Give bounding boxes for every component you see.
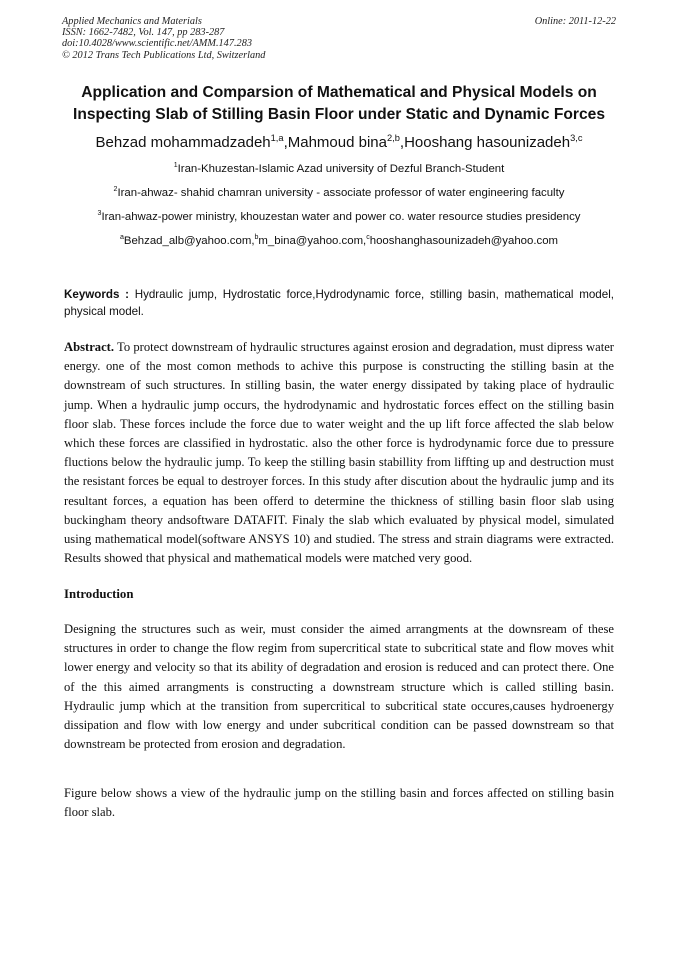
affiliation-text: Iran-ahwaz-power ministry, khouzestan water and power co. water resource studies presidency [101,211,581,223]
online-date: Online: 2011-12-22 [534,16,616,27]
author-list [40,133,638,153]
affiliation-text: Iran-ahwaz- shahid chamran university - associate professor of water engineering faculty [117,187,565,199]
email-superscript: a [119,234,124,242]
keywords-text: Hydraulic jump, Hydrostatic force,Hydrodynamic force, stilling basin, mathematical model, physical model. [64,288,614,318]
introduction-paragraph-2: Figure below shows a view of the hydraulic jump on the stilling basin and forces affected on stilling basin floor slab. [64,786,614,820]
journal-copyright: © 2012 Trans Tech Publications Ltd, Switzerland [62,49,266,61]
affiliation-superscript: 3 [97,210,102,218]
keywords-paragraph [64,286,614,320]
keywords-label: Keywords : [64,288,129,301]
email-link[interactable]: hooshanghasounizadeh@yahoo.com [369,235,559,247]
author-name: Mahmoud bina [287,134,387,151]
journal-doi: doi:10.4028/www.scientific.net/AMM.147.283 [62,38,252,50]
email-link[interactable]: Behzad_alb@yahoo.com, [123,235,255,247]
affiliation-1 [30,162,648,176]
email-superscript: b [254,234,259,242]
abstract-text: To protect downstream of hydraulic structures against erosion and degradation, must dipress water energy. one of the most comon methods to achive this purpose is constructing the stilling basin at the downstream of such structures. In stilling basin, the water energy dissipated by taking place of hydraulic jump. When a hydraulic jump occurs, the hydrodynamic and hydrostatic forces effect on the stilling basin floor slab. These forces include the force due to water weight and the up lift force affected the slab below which these forces are classified in hydrostatic. also the other force is hydrodynamic force due to pressure fluctions below the hydraulic jump. To keep the stilling basin stabillity from liffting up and destruction must the resistant forces be equal to destroyer forces. In this study after discution about the hydraulic jump and its resultant forces, a equation has been offerd to determine the thickness of stilling basin floor slab using buckingham theory andsoftware DATAFIT. Finaly the slab which evaluated by physical model, simulated using mathematical model(software ANSYS 10) and studied. The stress and strain diagrams were extracted. Results showed that physical and mathematical models were matched very good. [64,340,614,566]
affiliation-text: Iran-Khuzestan-Islamic Azad university of Dezful Branch-Student [177,163,505,175]
affiliation-3 [30,210,648,224]
affiliation-2 [30,186,648,200]
author-superscript: 3,c [570,133,583,143]
author-superscript: 2,b [386,133,400,143]
author-separator: , [283,134,288,151]
abstract-label: Abstract. [64,340,115,354]
author-superscript: 1,a [270,133,284,143]
email-superscript: c [366,234,370,242]
introduction-paragraph-1: Designing the structures such as weir, must consider the aimed arrangments at the downsream of these structures in order to change the flow regim from supercritical state to subcritical state and flow moves whit lower energy and velocity so that its ability of degradation and erosion is reduced and can protect there. One of the this aimed arrangments is constructing a downstream structure which is called stilling basin. Hydraulic jump which at the transition from supercritical to subcritical state occures,causes hydroenergy dissipation and flow with low energy and under subcritical condition can be passed downstream so that downstream be protected from erosion and degradation. [64,622,614,752]
section-heading-introduction: Introduction [64,587,134,601]
journal-issn: ISSN: 1662-7482, Vol. 147, pp 283-287 [62,27,225,39]
author-separator: , [399,134,405,151]
affiliation-superscript: 2 [113,186,118,194]
affiliation-superscript: 1 [173,162,178,170]
title-line-2: Inspecting Slab of Stilling Basin Floor under Static and Dynamic Forces [72,106,605,123]
journal-header [62,16,616,61]
author-emails [30,234,648,248]
title-line-1: Application and Comparsion of Mathematical and Physical Models on [81,84,597,101]
journal-name: Applied Mechanics and Materials [62,16,202,27]
author-name: Hooshang hasounizadeh [404,134,571,151]
author-name: Behzad mohammadzadeh [95,134,271,151]
paper-title [40,82,638,126]
abstract-paragraph [64,338,614,568]
email-link[interactable]: m_bina@yahoo.com, [258,235,367,247]
